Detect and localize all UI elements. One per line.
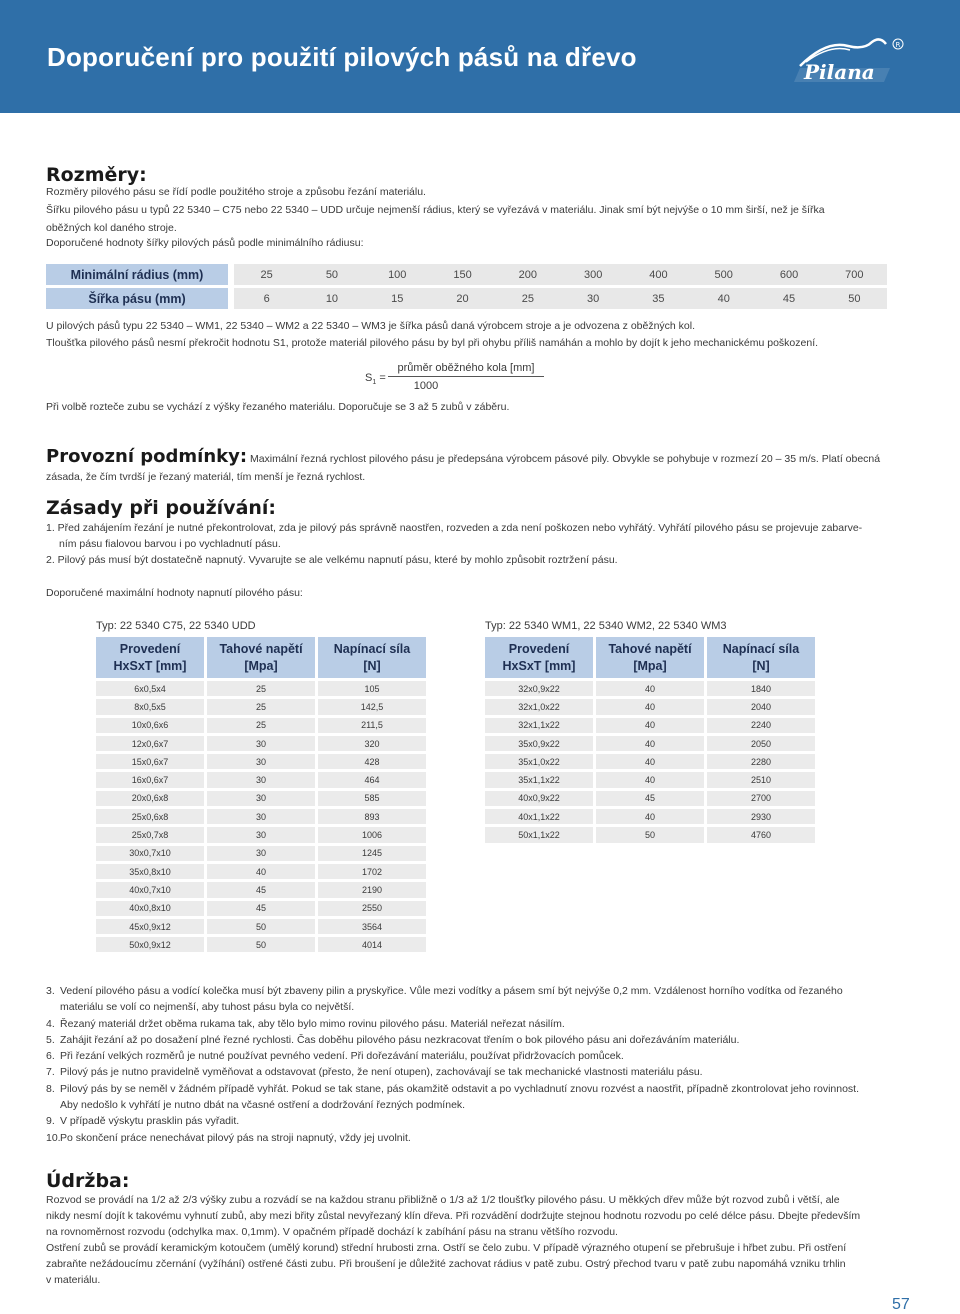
table-header-row [485, 637, 815, 678]
table-row [96, 827, 426, 842]
list-text: V případě výskytu prasklin pás vyřadit. [60, 1115, 240, 1128]
table-cell: 2280 [707, 754, 815, 769]
table-cell: 35x1,0x22 [485, 754, 593, 769]
table-row [96, 772, 426, 787]
tension-table-left [96, 634, 426, 955]
table-cell: 8x0,5x5 [96, 699, 204, 714]
table-cell: 30 [207, 846, 315, 861]
table-cell: 40x1,1x22 [485, 809, 593, 824]
table-cell: 40 [596, 754, 704, 769]
table-cell: 4760 [707, 827, 815, 842]
table-cell: 585 [318, 791, 426, 806]
list-item [46, 983, 859, 999]
table-cell: 50x0,9x12 [96, 937, 204, 952]
table-cell: 35x0,9x22 [485, 736, 593, 751]
table-cell: 25 [234, 264, 299, 285]
list-item [46, 1081, 859, 1097]
table-cell: 10x0,6x6 [96, 718, 204, 733]
formula-denominator: 1000 [413, 380, 439, 392]
table-cell: 4014 [318, 937, 426, 952]
paragraph-line: na rovnoměrnost rozvodu (odchylka max. 0,1mm). V opačném případě dochází k zabíhání pásu na stranu většího rozvodu. [46, 1226, 618, 1238]
table-row [485, 827, 815, 842]
formula-numerator: průměr oběžného kola [mm] [388, 362, 544, 377]
table-cell: 30 [560, 288, 625, 309]
list-number: 5. [46, 1033, 55, 1046]
table-cell: 32x1,0x22 [485, 699, 593, 714]
list-text: Řezaný materiál držet oběma rukama tak, aby tělo bylo mimo rovinu pilového pásu. Materiál neřezat násilím. [60, 1017, 565, 1030]
list-text: Aby nedošlo k vyhřátí je nutno dbát na včasné ostření a dodržování řezných podmínek. [60, 1099, 466, 1112]
list-text: Pilový pás by se neměl v žádném případě vyhřát. Pokud se tak stane, pás okamžitě odstavit a po vychladnutí znovu rozvést a naostřit, případně zkontrolovat jeho rovinnost. [60, 1082, 860, 1095]
table-row [46, 264, 887, 285]
table-row [485, 754, 815, 769]
table-cell: 2930 [707, 809, 815, 824]
table-cell: 500 [691, 264, 756, 285]
table-row [96, 882, 426, 897]
header-bar [0, 0, 960, 113]
paragraph-line: Doporučené hodnoty šířky pilových pásů podle minimálního rádiusu: [46, 237, 364, 249]
col-header-provedeni: Provedení HxSxT [mm] [485, 637, 593, 678]
paragraph-line: Při volbě rozteče zubu se vychází z výšky řezaného materiálu. Doporučuje se 3 až 5 zubů v záběru. [46, 401, 510, 413]
table-row [485, 791, 815, 806]
table-row [485, 809, 815, 824]
table-cell: 700 [822, 264, 887, 285]
table-cell: 30 [207, 736, 315, 751]
table-row [96, 718, 426, 733]
paragraph-line: nikdy nesmí dojít k takovému vyhnutí zubů, aby mezi břity zůstal nevyřezaný klín dřeva. Při rozvádění dodržujte stejnou hodnotu rozvodu po celé délce pásu. Dbejte především [46, 1210, 861, 1222]
table-cell: 6 [234, 288, 299, 309]
list-number: 4. [46, 1017, 55, 1030]
col-header-provedeni: Provedení HxSxT [mm] [96, 637, 204, 678]
section-heading-rozmery: Rozměry: [46, 164, 147, 186]
paragraph-line: Tloušťka pilového pásů nesmí překročit hodnotu S1, protože materiál pilového pásu by byl při ohybu příliš namáhán a mohlo by dojít k jeho mechanickému poškození. [46, 337, 819, 349]
rules-list [46, 983, 859, 1146]
typ-label-left: Typ: 22 5340 C75, 22 5340 UDD [96, 620, 256, 632]
table-row [96, 919, 426, 934]
list-text: materiálu se volí co nejmenší, aby tuhost pásu byla co největší. [60, 1001, 355, 1014]
paragraph-line: zabraňte nežádoucímu zčernání (vyžíhání) ostřené části zubu. Při broušení je důležité zachovat rádius v patě zubu. Ostrý přechod tvaru v patě zubu napomáhá vzniku trhlin [46, 1258, 846, 1270]
table-cell: 40 [596, 736, 704, 751]
table-cell: 150 [430, 264, 495, 285]
list-item: 1. Před zahájením řezání je nutné překontrolovat, zda je pilový pás správně naostřen, rozveden a zda není poškozen nebo vyhřátý. Vyhřátí pilového pásu se projevuje zabarve- [46, 522, 863, 534]
paragraph-line: Rozvod se provádí na 1/2 až 2/3 výšky zubu a rozvádí se na každou stranu přibližně o 1/3 až 1/2 tloušťky pilového pásu. U měkkých dřev může být rozvod zubů i větší, ale [46, 1194, 840, 1206]
list-text: Po skončení práce nenechávat pilový pás na stroji napnutý, vždy jej uvolnit. [60, 1131, 411, 1144]
table-cell: 25x0,7x8 [96, 827, 204, 842]
list-item [46, 1048, 859, 1064]
list-item [46, 1130, 859, 1146]
section-heading-provozni: Provozní podmínky: [46, 446, 248, 467]
col-header-sila: Napínací síla [N] [318, 637, 426, 678]
table-row [96, 736, 426, 751]
table-cell: 25 [207, 718, 315, 733]
table-cell: 2700 [707, 791, 815, 806]
list-number: 9. [46, 1115, 55, 1128]
table-cell: 40x0,7x10 [96, 882, 204, 897]
table-row [96, 937, 426, 952]
table-cell: 142,5 [318, 699, 426, 714]
table-cell: 45x0,9x12 [96, 919, 204, 934]
table-cell: 45 [596, 791, 704, 806]
table-cell: 35x0,8x10 [96, 864, 204, 879]
table-cell: 40 [596, 699, 704, 714]
paragraph-line: Ostření zubů se provádí keramickým kotoučem (umělý korund) střední hrubosti zrna. Ostří se čelo zubu. V případě výrazného otupení se přebrušuje i hřbet zubu. Při ostření [46, 1242, 847, 1254]
row-label-band-width: Šířka pásu (mm) [46, 288, 228, 309]
row-label-min-radius: Minimální rádius (mm) [46, 264, 228, 285]
table-cell: 40 [596, 809, 704, 824]
table-cell: 20 [430, 288, 495, 309]
table-cell: 16x0,6x7 [96, 772, 204, 787]
table-cell: 3564 [318, 919, 426, 934]
table-cell: 30 [207, 791, 315, 806]
table-cell: 25x0,6x8 [96, 809, 204, 824]
table-cell: 10 [299, 288, 364, 309]
provozni-paragraph [46, 448, 880, 468]
table-cell: 12x0,6x7 [96, 736, 204, 751]
table-row [96, 754, 426, 769]
table-cell: 40x0,8x10 [96, 901, 204, 916]
table-row [485, 699, 815, 714]
table-cell: 40 [596, 772, 704, 787]
table-cell: 200 [495, 264, 560, 285]
list-number: 8. [46, 1082, 55, 1095]
table-cell: 428 [318, 754, 426, 769]
list-item [46, 1064, 859, 1080]
list-text: Vedení pilového pásu a vodící kolečka musí být zbaveny pilin a pryskyřice. Vůle mezi vodítky a pásem smí být nejvýše 0,2 mm. Vzdálenost horního vodítka od řezaného [60, 985, 843, 997]
table-cell: 2240 [707, 718, 815, 733]
table-cell: 320 [318, 736, 426, 751]
page-number: 57 [892, 1296, 910, 1313]
table-cell: 211,5 [318, 718, 426, 733]
table-row [485, 772, 815, 787]
table-header-row [96, 637, 426, 678]
table-row [96, 864, 426, 879]
table-cell: 6x0,5x4 [96, 681, 204, 696]
list-number: 7. [46, 1066, 55, 1079]
list-item-cont: ním pásu fialovou barvou i po vychladnutí pásu. [59, 538, 281, 550]
list-item [46, 1032, 859, 1048]
table-row [485, 681, 815, 696]
section-heading-udrzba: Údržba: [46, 1170, 130, 1192]
table-cell: 30x0,7x10 [96, 846, 204, 861]
list-number: 3. [46, 985, 55, 997]
table-cell: 30 [207, 827, 315, 842]
pilana-logo [786, 32, 906, 84]
list-item-cont [46, 999, 859, 1015]
table-cell: 40x0,9x22 [485, 791, 593, 806]
table-row [96, 699, 426, 714]
table-cell: 20x0,6x8 [96, 791, 204, 806]
table-cell: 1702 [318, 864, 426, 879]
logo-text: Pilana [804, 60, 875, 84]
table-cell: 464 [318, 772, 426, 787]
table-cell: 45 [207, 882, 315, 897]
table-cell: 600 [756, 264, 821, 285]
list-number: 6. [46, 1050, 55, 1063]
table-cell: 1840 [707, 681, 815, 696]
table-row [96, 901, 426, 916]
col-header-napeti: Tahové napětí [Mpa] [207, 637, 315, 678]
paragraph-line: v materiálu. [46, 1274, 101, 1286]
table-cell: 2190 [318, 882, 426, 897]
table-cell: 2050 [707, 736, 815, 751]
table-cell: 50 [207, 919, 315, 934]
table-cell: 50x1,1x22 [485, 827, 593, 842]
table-cell: 1245 [318, 846, 426, 861]
list-item-cont [46, 1097, 859, 1113]
col-header-napeti: Tahové napětí [Mpa] [596, 637, 704, 678]
table-cell: 25 [207, 699, 315, 714]
table-row [96, 681, 426, 696]
list-text: Pilový pás je nutno pravidelně vyměňovat a odstavovat (přesto, že není otupen), zachovávají se tak mechanické vlastnosti materiálu pásu. [60, 1066, 703, 1079]
formula-symbol: $S_1$ = [365, 372, 386, 387]
paragraph-line: U pilových pásů typu 22 5340 – WM1, 22 5340 – WM2 a 22 5340 – WM3 je šířka pásů daná výrobcem stroje a je odvozena z oběžných kol. [46, 320, 696, 332]
table-row [96, 791, 426, 806]
list-number: 10. [46, 1131, 61, 1144]
paragraph-line: zásada, že čím tvrdší je řezaný materiál, tím menší je řezná rychlost. [46, 471, 366, 483]
table-row [485, 718, 815, 733]
table-cell: 40 [596, 718, 704, 733]
table-cell: 15x0,6x7 [96, 754, 204, 769]
col-header-sila: Napínací síla [N] [707, 637, 815, 678]
typ-label-right: Typ: 22 5340 WM1, 22 5340 WM2, 22 5340 WM3 [485, 620, 727, 632]
table-cell: 25 [207, 681, 315, 696]
table-cell: 105 [318, 681, 426, 696]
table-cell: 2040 [707, 699, 815, 714]
list-item [46, 1016, 859, 1032]
table-cell: 1006 [318, 827, 426, 842]
table-cell: 893 [318, 809, 426, 824]
table-cell: 32x1,1x22 [485, 718, 593, 733]
table-cell: 45 [756, 288, 821, 309]
table-cell: 2510 [707, 772, 815, 787]
table-cell: 100 [365, 264, 430, 285]
table-cell: 300 [560, 264, 625, 285]
table-row [46, 288, 887, 309]
table-cell: 50 [207, 937, 315, 952]
thickness-formula [365, 362, 555, 396]
table-cell: 35x1,1x22 [485, 772, 593, 787]
table-cell: 50 [299, 264, 364, 285]
list-item [46, 1113, 859, 1129]
table-cell: 50 [822, 288, 887, 309]
radius-width-table [46, 261, 887, 312]
list-text: Zahájit řezání až po dosažení plné řezné rychlosti. Čas doběhu pilového pásu nezkracovat třením o bok pilového pásu ani dořezáváním materiálu. [60, 1033, 740, 1046]
list-item: 2. Pilový pás musí být dostatečně napnutý. Vyvarujte se ale velkému napnutí pásu, které by mohlo způsobit roztržení pásu. [46, 554, 618, 566]
table-cell: 30 [207, 754, 315, 769]
table-cell: 2550 [318, 901, 426, 916]
table-row [485, 736, 815, 751]
table-row [96, 809, 426, 824]
paragraph-line: oběžných kol daného stroje. [46, 222, 177, 234]
table-row [96, 846, 426, 861]
table-cell: 30 [207, 809, 315, 824]
provozni-text: Maximální řezná rychlost pilového pásu je předepsána výrobcem pásové pily. Obvykle se pohybuje v rozmezí 20 – 35 m/s. Platí obecná [249, 453, 881, 465]
table-cell: 35 [626, 288, 691, 309]
table-cell: 40 [596, 681, 704, 696]
table-cell: 15 [365, 288, 430, 309]
table-cell: 30 [207, 772, 315, 787]
table-cell: 40 [691, 288, 756, 309]
paragraph-line: Rozměry pilového pásu se řídí podle použitého stroje a způsobu řezání materiálu. [46, 186, 426, 198]
page-title: Doporučení pro použití pilových pásů na dřevo [47, 42, 637, 72]
table-cell: 32x0,9x22 [485, 681, 593, 696]
registered-mark: R [895, 41, 901, 49]
table-cell: 25 [495, 288, 560, 309]
table-cell: 40 [207, 864, 315, 879]
tension-table-right [485, 634, 815, 846]
list-text: Při řezání velkých rozměrů je nutné používat pevného vedení. Při dořezávání materiálu, používat přidržovacích pomůcek. [60, 1050, 624, 1063]
table-cell: 50 [596, 827, 704, 842]
paragraph-line: Šířku pilového pásu u typů 22 5340 – C75 nebo 22 5340 – UDD určuje nejmenší rádius, který se vyřezává v materiálu. Jinak smí být nejvýše o 10 mm širší, než je šířka [46, 204, 825, 216]
table-cell: 45 [207, 901, 315, 916]
table-cell: 400 [626, 264, 691, 285]
paragraph-line: Doporučené maximální hodnoty napnutí pilového pásu: [46, 587, 303, 599]
section-heading-zasady: Zásady při používání: [46, 497, 277, 519]
